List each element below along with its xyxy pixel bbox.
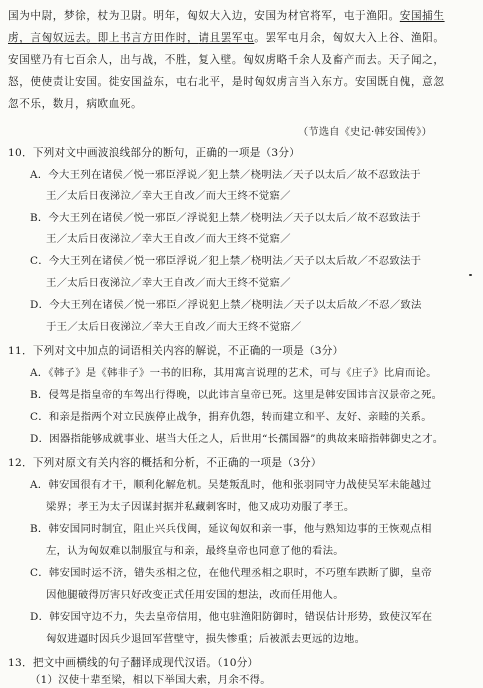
q12-option-a-line1: A．韩安国很有才干，顺利化解危机。吴楚叛乱时，他和张羽同守力战使吴军未能越过 bbox=[30, 479, 432, 491]
passage-source: （节选自《史记·韩安国传》） bbox=[298, 127, 433, 138]
question-11-stem: 11．下列对文中加点的词语相关内容的解说，不正确的一项是（3分） bbox=[8, 345, 344, 357]
q11-option-c: C．和亲是指两个对立民族停止战争，捐弃仇怨，转而建立和平、友好、亲睦的关系。 bbox=[30, 411, 432, 423]
passage-line-3: 安国壁乃有七百余人，出与战，不胜，复入壁。匈奴虏略千余人及畜产而去。天子闻之， bbox=[8, 54, 445, 66]
q12-option-d-line1: D．韩安国守边不力，失去皇帝信用，他屯驻渔阳防御时，错误估计形势，致使汉军在 bbox=[30, 611, 433, 623]
underlined-sentence-cont: 虏，言匈奴远去。 bbox=[8, 32, 98, 44]
question-10-stem: 10．下列对文中画波浪线部分的断句，正确的一项是（3分） bbox=[8, 147, 301, 159]
q11-option-d: D．困器指能够成就事业、堪当大任之人，后世用“长孺国器”的典故来暗指韩御史之才。 bbox=[30, 433, 444, 445]
question-12-stem: 12．下列对原文有关内容的概括和分析，不正确的一项是（3分） bbox=[8, 457, 322, 469]
q13-sentence-1: （1）汉使十辈至梁，相以下举国大索，月余不得。 bbox=[30, 674, 271, 686]
q12-option-d-line2: 匈奴进逼时因兵少退回军营壁守，损失惨重；后被派去更远的边地。 bbox=[46, 633, 366, 645]
q10-option-d-line2: 于王／太后日夜涕泣／幸大王自改／而大王终不觉寤／ bbox=[46, 321, 302, 333]
stray-mark bbox=[469, 274, 472, 276]
passage-line-4: 怒，使使责让安国。徙安国益东，屯右北平，是时匈奴虏言当入东方。安国既自傀，意忽 bbox=[8, 76, 445, 88]
q11-option-a: A．《韩子》是《韩非子》一书的旧称，其用寓言说理的艺术，可与《庄子》比肩而论。 bbox=[30, 367, 437, 379]
passage-line-2: 虏，言匈奴远去。即上书言方田作时，请且罢军屯。罢军屯月余，匈奴大入上谷、渔阳。 bbox=[8, 32, 445, 44]
q10-option-b-line1: B．今大王列在诸侯／悦一邪臣／浮说犯上禁／桡明法／天子以太后／故不忍致法于 bbox=[30, 212, 421, 224]
q12-option-c-line2: 因他腿破得厉害只好改变正式任用安国的想法，改而任用他人。 bbox=[46, 589, 344, 601]
underlined-phrase: 请且罢军屯 bbox=[198, 32, 255, 44]
q10-option-b-line2: 王／太后日夜涕泣／幸大王自改／而大王终不觉寤／ bbox=[46, 233, 291, 245]
q10-option-a-line2: 王／太后日夜涕泣／幸大王自改／而大王终不觉寤／ bbox=[46, 190, 291, 202]
q12-option-b-line1: B．韩安国同时制宜，阻止兴兵伐闽，延议匈奴和亲一事，他与熟知边事的王恢观点相 bbox=[30, 523, 432, 535]
passage-line-5: 忽不乐，数月，病欧血死。 bbox=[8, 98, 143, 110]
q12-option-c-line1: C．韩安国时运不济，错失丞相之位，在他代理丞相之职时，不巧堕车跌断了脚，皇帝 bbox=[30, 567, 432, 579]
passage-line-1: 国为中尉，梦徐，杖为卫尉。明年，匈奴大入边，安国为材官将军，屯于渔阳。安国捕生 bbox=[8, 10, 445, 22]
question-13-stem: 13．把文中画横线的句子翻译成现代汉语。（10分） bbox=[8, 657, 259, 669]
q12-option-a-line2: 梁界；孝王为太子因谋封据并私藏刺客时，他又成功劝服了孝王。 bbox=[46, 501, 355, 513]
q10-option-c-line2: 王／太后日夜涕泣／幸大王自改／而大王终不觉寤／ bbox=[46, 277, 291, 289]
q10-option-c-line1: C．今大王列在诸侯／悦一邪臣浮说／犯上禁／桡明法／天子以太后故／不忍致法于 bbox=[30, 255, 422, 267]
q10-option-d-line1: D．今大王列在诸侯／悦一邪臣／浮说犯上禁／桡明法／天子以太后故／不忍／致法 bbox=[30, 299, 422, 311]
q11-option-b: B．侵驾是指皇帝的车驾出行得晚，以此讳言皇帝已死。这里是韩安国讳言汉景帝之死。 bbox=[30, 389, 443, 401]
q10-option-a-line1: A．今大王列在诸侯／悦一邪臣浮说／犯上禁／桡明法／天子以太后／故不忍致法于 bbox=[30, 169, 421, 181]
underlined-sentence-start: 安国捕生 bbox=[399, 10, 445, 22]
q12-option-b-line2: 左，认为匈奴难以制服宜与和亲，最终皇帝也同意了他的看法。 bbox=[46, 545, 344, 557]
